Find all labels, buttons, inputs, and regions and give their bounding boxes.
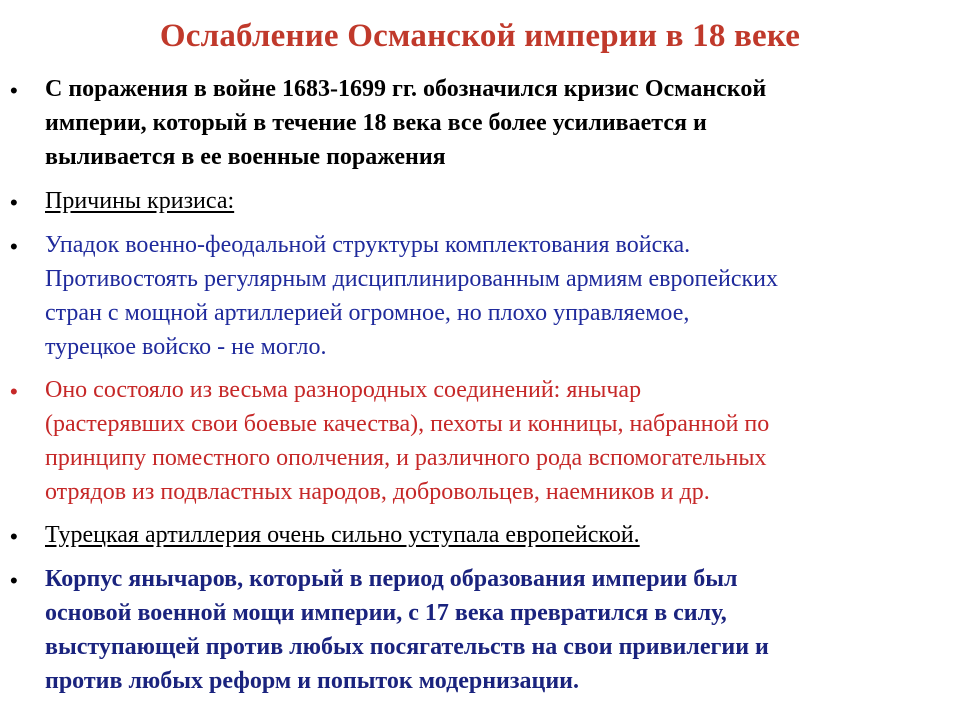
text-line: Противостоять регулярным дисциплинированным армиям европейских [45, 266, 779, 292]
bullet-text [45, 518, 945, 552]
bullet-text [45, 373, 945, 509]
bullet-dot-icon: • [10, 568, 18, 593]
text-line: принципу поместного ополчения, и различного рода вспомогательных [45, 445, 767, 471]
text-line: основой военной мощи империи, с 17 века превратился в силу, [45, 600, 727, 626]
text-line: выливается в ее военные поражения [45, 144, 446, 170]
text-line: турецкое войско - не могло. [45, 334, 327, 360]
text-line: империи, который в течение 18 века все более усиливается и [45, 110, 707, 136]
bullet-dot-icon: • [10, 524, 18, 549]
text-line: Причины кризиса: [45, 188, 235, 214]
text-line: Турецкая артиллерия очень сильно уступала европейской. [45, 522, 640, 548]
bullet-dot-icon: • [10, 234, 18, 259]
bullet-text [45, 228, 945, 364]
slide-title: Ослабление Османской империи в 18 веке [159, 18, 801, 54]
text-line: Корпус янычаров, который в период образования империи был [45, 566, 738, 592]
text-line: против любых реформ и попыток модернизации. [45, 668, 579, 694]
bullet-dot-icon: • [10, 379, 18, 404]
text-line: Упадок военно-феодальной структуры комплектования войска. [45, 232, 691, 258]
bullet-text [45, 562, 945, 698]
text-line: стран с мощной артиллерией огромное, но плохо управляемое, [45, 300, 690, 326]
bullet-text [45, 184, 945, 218]
bullet-text [45, 72, 945, 174]
text-line: Оно состояло из весьма разнородных соединений: янычар [45, 377, 642, 403]
bullet-dot-icon: • [10, 78, 18, 103]
text-line: выступающей против любых посягательств на свои привилегии и [45, 634, 769, 660]
bullet-dot-icon: • [10, 190, 18, 215]
text-line: (растерявших свои боевые качества), пехоты и конницы, набранной по [45, 411, 770, 437]
text-line: отрядов из подвластных народов, добровольцев, наемников и др. [45, 479, 710, 505]
text-line: С поражения в войне 1683-1699 гг. обозначился кризис Османской [45, 76, 767, 102]
